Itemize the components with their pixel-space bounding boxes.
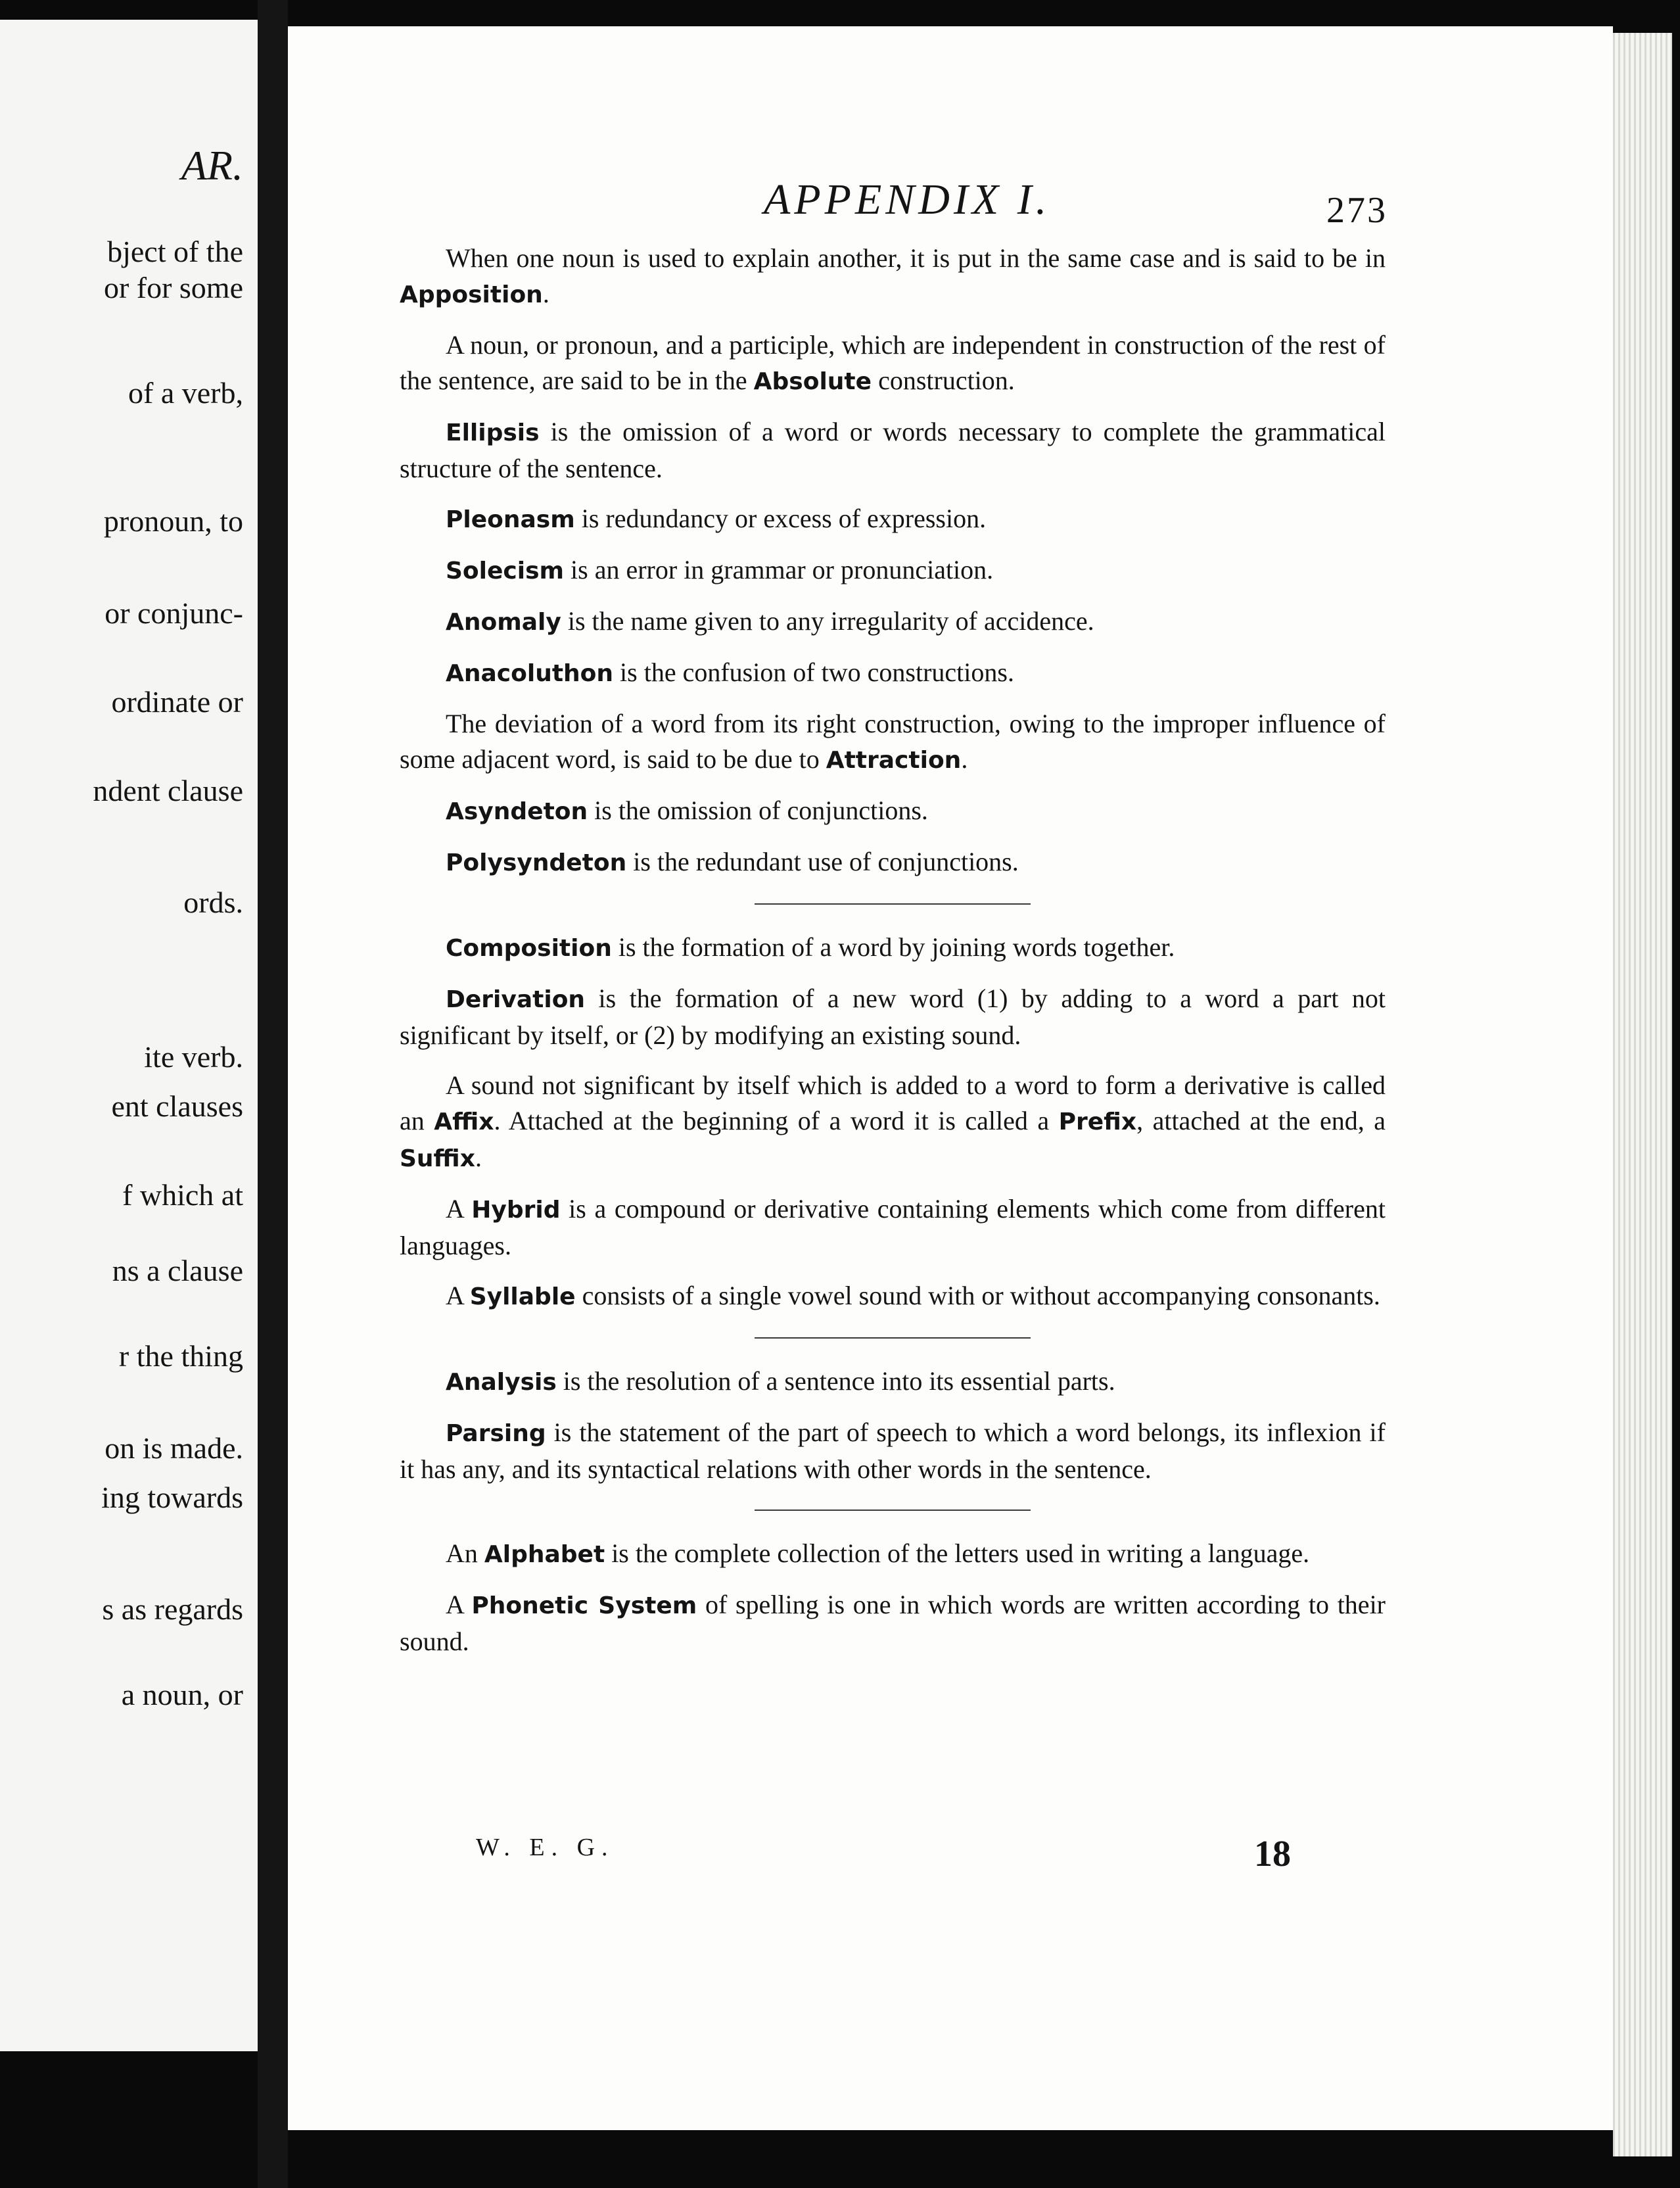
definition-text: , attached at the end, a xyxy=(1136,1106,1386,1135)
section-analysis xyxy=(400,1364,1386,1487)
defined-term: Composition xyxy=(446,935,612,962)
definition-text: A xyxy=(446,1281,470,1310)
definition-text: of spelling is one in which words are written according to their sound. xyxy=(400,1590,1386,1656)
definition-paragraph xyxy=(400,414,1386,487)
left-page-line: ns a clause xyxy=(112,1254,243,1287)
definition-paragraph xyxy=(400,981,1386,1053)
section-divider xyxy=(755,903,1031,905)
definition-paragraph xyxy=(400,655,1386,692)
left-page-line: ent clauses xyxy=(111,1089,243,1123)
definition-text: is the formation of a new word (1) by adding to a word a part not significant by itself, or (2) by modifying an existing sound. xyxy=(400,984,1386,1050)
definition-paragraph xyxy=(400,241,1386,313)
definition-text: is redundancy or excess of expression. xyxy=(574,504,987,533)
definition-paragraph xyxy=(400,1415,1386,1487)
left-page-line: f which at xyxy=(122,1178,243,1212)
defined-term: Anomaly xyxy=(446,609,561,636)
definition-paragraph xyxy=(400,844,1386,881)
defined-term: Asyndeton xyxy=(446,798,588,825)
definition-text: is the resolution of a sentence into its essential parts. xyxy=(556,1366,1115,1396)
defined-term: Polysyndeton xyxy=(446,849,627,876)
defined-term: Parsing xyxy=(446,1420,546,1447)
page-edge xyxy=(1613,33,1672,2156)
running-head: APPENDIX I. xyxy=(764,176,1051,224)
left-page-line: bject of the xyxy=(107,235,243,268)
definition-text: The deviation of a word from its right construction, owing to the improper influence of some adjacent word, is said to be due to xyxy=(400,709,1386,774)
definition-paragraph xyxy=(400,1278,1386,1315)
section-spelling xyxy=(400,1536,1386,1659)
page-body xyxy=(400,241,1386,1674)
definition-paragraph xyxy=(400,327,1386,400)
definition-text: A noun, or pronoun, and a participle, which are independent in construction of the rest of the sentence, are said to be in the xyxy=(400,330,1386,395)
defined-term: Anacoluthon xyxy=(446,660,614,687)
section-divider xyxy=(755,1510,1031,1511)
defined-term: Attraction xyxy=(826,747,962,774)
definition-text: is the confusion of two constructions. xyxy=(613,657,1014,687)
defined-term: Suffix xyxy=(400,1145,475,1172)
left-page-line: ordinate or xyxy=(111,685,243,719)
definition-paragraph xyxy=(400,501,1386,538)
definition-text: An xyxy=(446,1538,484,1568)
definition-text: A xyxy=(446,1194,472,1224)
printer-signature: W. E. G. xyxy=(476,1834,615,1861)
definition-text: is an error in grammar or pronunciation. xyxy=(564,555,994,584)
definition-paragraph xyxy=(400,1068,1386,1177)
definition-text: When one noun is used to explain another, it is put in the same case and is said to be in xyxy=(446,243,1386,273)
sheet-number: 18 xyxy=(1254,1834,1291,1874)
definition-text: A xyxy=(446,1590,472,1619)
book-gutter xyxy=(258,0,288,2188)
definition-text: is the complete collection of the letters used in writing a language. xyxy=(605,1538,1310,1568)
definition-text: is the omission of conjunctions. xyxy=(588,796,928,825)
definition-text: A sound not significant by itself which is added to a word to form a derivative is called an xyxy=(400,1070,1386,1135)
defined-term: Solecism xyxy=(446,558,565,584)
definition-text: consists of a single vowel sound with or without accompanying consonants. xyxy=(575,1281,1380,1310)
defined-term: Alphabet xyxy=(484,1541,605,1568)
left-page-line: ing towards xyxy=(101,1481,243,1514)
page-number: 273 xyxy=(1326,190,1388,231)
definition-text: is the omission of a word or words necessary to complete the grammatical structure of the sentence. xyxy=(400,417,1386,483)
left-page-line: ords. xyxy=(183,886,243,919)
left-page-heading: AR. xyxy=(181,142,243,189)
left-page-line: or for some xyxy=(103,271,243,304)
defined-term: Absolute xyxy=(753,368,872,395)
definition-text: construction. xyxy=(872,366,1015,395)
definition-paragraph xyxy=(400,1536,1386,1573)
defined-term: Ellipsis xyxy=(446,419,540,446)
left-page-line: ndent clause xyxy=(93,774,243,807)
left-page-line: pronoun, to xyxy=(103,504,243,538)
section-figures-of-speech xyxy=(400,241,1386,881)
definition-text: . xyxy=(961,744,968,774)
left-page-line: of a verb, xyxy=(128,376,243,410)
defined-term: Syllable xyxy=(469,1283,576,1310)
left-page-line: s as regards xyxy=(102,1592,243,1626)
definition-text: . xyxy=(475,1143,482,1172)
definition-paragraph xyxy=(400,552,1386,589)
defined-term: Apposition xyxy=(400,281,543,308)
left-page-line: a noun, or xyxy=(121,1678,243,1711)
definition-paragraph xyxy=(400,1587,1386,1659)
definition-text: . xyxy=(542,279,549,308)
section-word-formation xyxy=(400,930,1386,1315)
definition-paragraph xyxy=(400,1191,1386,1264)
definition-paragraph xyxy=(400,793,1386,830)
definition-text: is the formation of a word by joining words together. xyxy=(611,932,1175,962)
left-page-line: ite verb. xyxy=(144,1040,243,1074)
defined-term: Derivation xyxy=(446,986,586,1013)
definition-paragraph xyxy=(400,1364,1386,1400)
definition-text: . Attached at the beginning of a word it is called a xyxy=(494,1106,1059,1135)
defined-term: Prefix xyxy=(1058,1108,1137,1135)
defined-term: Affix xyxy=(434,1108,494,1135)
definition-text: is the redundant use of conjunctions. xyxy=(626,847,1019,876)
definition-paragraph xyxy=(400,706,1386,778)
defined-term: Pleonasm xyxy=(446,506,575,533)
left-page-line: r the thing xyxy=(118,1339,243,1373)
definition-text: is the statement of the part of speech to which a word belongs, its inflexion if it has any, and its syntactical relations with other words in the sentence. xyxy=(400,1417,1386,1484)
definition-text: is a compound or derivative containing elements which come from different languages. xyxy=(400,1194,1386,1260)
left-page-line: on is made. xyxy=(105,1431,243,1465)
section-divider xyxy=(755,1337,1031,1339)
defined-term: Hybrid xyxy=(471,1197,561,1224)
defined-term: Analysis xyxy=(446,1369,557,1396)
defined-term: Phonetic System xyxy=(471,1592,697,1619)
definition-paragraph xyxy=(400,604,1386,640)
left-page xyxy=(0,20,258,2051)
definition-paragraph xyxy=(400,930,1386,966)
left-page-line: or conjunc- xyxy=(105,596,243,630)
definition-text: is the name given to any irregularity of accidence. xyxy=(561,606,1094,636)
